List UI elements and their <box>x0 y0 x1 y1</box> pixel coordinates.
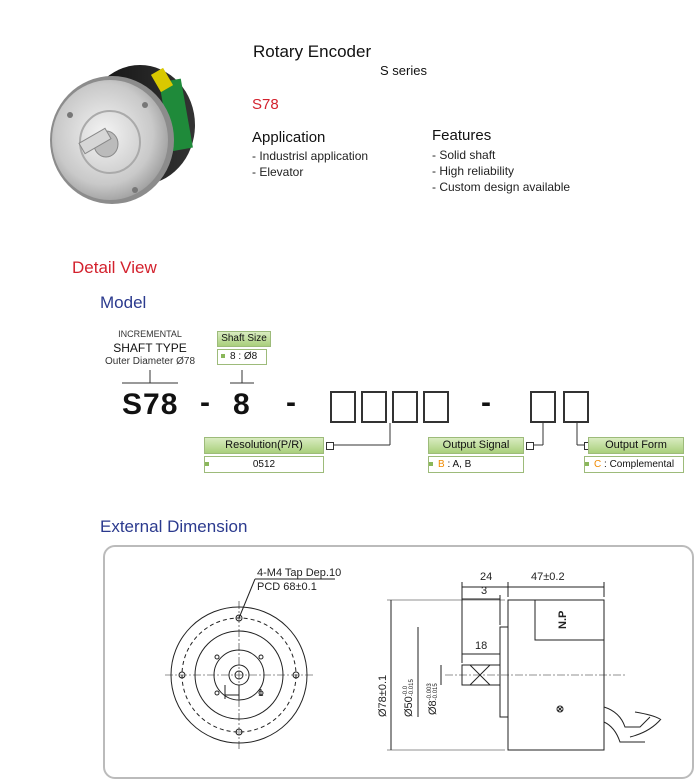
product-model: S78 <box>252 96 279 113</box>
features-heading: Features <box>432 127 492 144</box>
resolution-marker-icon <box>326 442 334 450</box>
product-series: S series <box>380 63 427 78</box>
product-title: Rotary Encoder <box>253 42 372 61</box>
shaft-size-label: Shaft Size <box>217 331 271 347</box>
resolution-value <box>204 456 324 473</box>
code-dash-1: - <box>200 386 211 419</box>
outer-diameter-label: Outer Diameter Ø78 <box>104 356 196 367</box>
np-label: N.P <box>557 610 569 629</box>
model-heading: Model <box>100 293 147 312</box>
dim-3: 3 <box>481 585 488 597</box>
external-dimension-heading: External Dimension <box>100 517 248 536</box>
list-item: - Elevator <box>252 165 304 179</box>
application-list <box>252 148 368 180</box>
output-signal-value <box>428 456 524 473</box>
code-model: S78 <box>122 388 179 421</box>
resolution-box-4 <box>423 391 449 423</box>
dim-24: 24 <box>480 571 493 583</box>
dia-50 <box>403 679 415 717</box>
dim-47: 47±0.2 <box>531 571 565 583</box>
output-form-text: : Complemental <box>601 459 675 470</box>
resolution-box-3 <box>392 391 418 423</box>
tap-note: 4-M4 Tap Dep.10 <box>257 567 342 579</box>
list-item: - High reliability <box>432 164 515 178</box>
application-heading: Application <box>252 129 326 146</box>
dia-8 <box>427 683 439 715</box>
output-form-value <box>584 456 684 473</box>
features-list <box>432 147 570 195</box>
output-signal-box <box>530 391 556 423</box>
dia-50-tol-top: -0.0 <box>403 685 410 697</box>
output-form-box <box>563 391 589 423</box>
code-dash-3: - <box>481 386 492 419</box>
output-signal-key: B <box>438 459 445 470</box>
dimension-drawing <box>105 547 692 777</box>
list-item: - Custom design available <box>432 180 571 194</box>
list-item: - Industrisl application <box>252 149 369 163</box>
detail-view-heading: Detail View <box>72 258 157 277</box>
output-form-label: Output Form <box>588 437 684 454</box>
output-form-key: C <box>594 459 602 470</box>
output-signal-text: : A, B <box>444 459 472 470</box>
list-item: - Solid shaft <box>432 148 496 162</box>
green-marker-icon <box>429 462 433 466</box>
product-photo <box>40 40 200 210</box>
dimension-frame <box>103 545 694 779</box>
output-signal-label: Output Signal <box>428 437 524 454</box>
dia-50-text: Ø50 <box>403 696 415 717</box>
dia-50-tol-bot: -0.015 <box>409 679 416 697</box>
dim-one: 1 <box>258 688 264 699</box>
shaft-type-label: SHAFT TYPE <box>113 341 187 355</box>
green-marker-icon <box>205 462 209 466</box>
dia-78: Ø78±0.1 <box>377 674 389 717</box>
dia-8-tol-bot: -0.015 <box>433 683 440 701</box>
dia-8-text: Ø8 <box>427 700 439 715</box>
encoder-image <box>40 40 200 210</box>
shaft-size-value <box>217 349 267 365</box>
incremental-label: INCREMENTAL <box>118 329 182 339</box>
code-dash-2: - <box>286 386 297 419</box>
dia-8-tol-top: -0.003 <box>427 683 434 701</box>
code-shaft: 8 <box>233 388 251 421</box>
output-signal-marker-icon <box>526 442 534 450</box>
green-marker-icon <box>585 462 589 466</box>
green-marker-icon <box>221 354 225 358</box>
resolution-box-1 <box>330 391 356 423</box>
dim-18: 18 <box>475 640 488 652</box>
resolution-box-2 <box>361 391 387 423</box>
shaft-size-text: 8 : Ø8 <box>230 351 258 362</box>
resolution-label: Resolution(P/R) <box>204 437 324 454</box>
resolution-text: 0512 <box>252 459 276 470</box>
pcd-note: PCD 68±0.1 <box>257 581 317 593</box>
